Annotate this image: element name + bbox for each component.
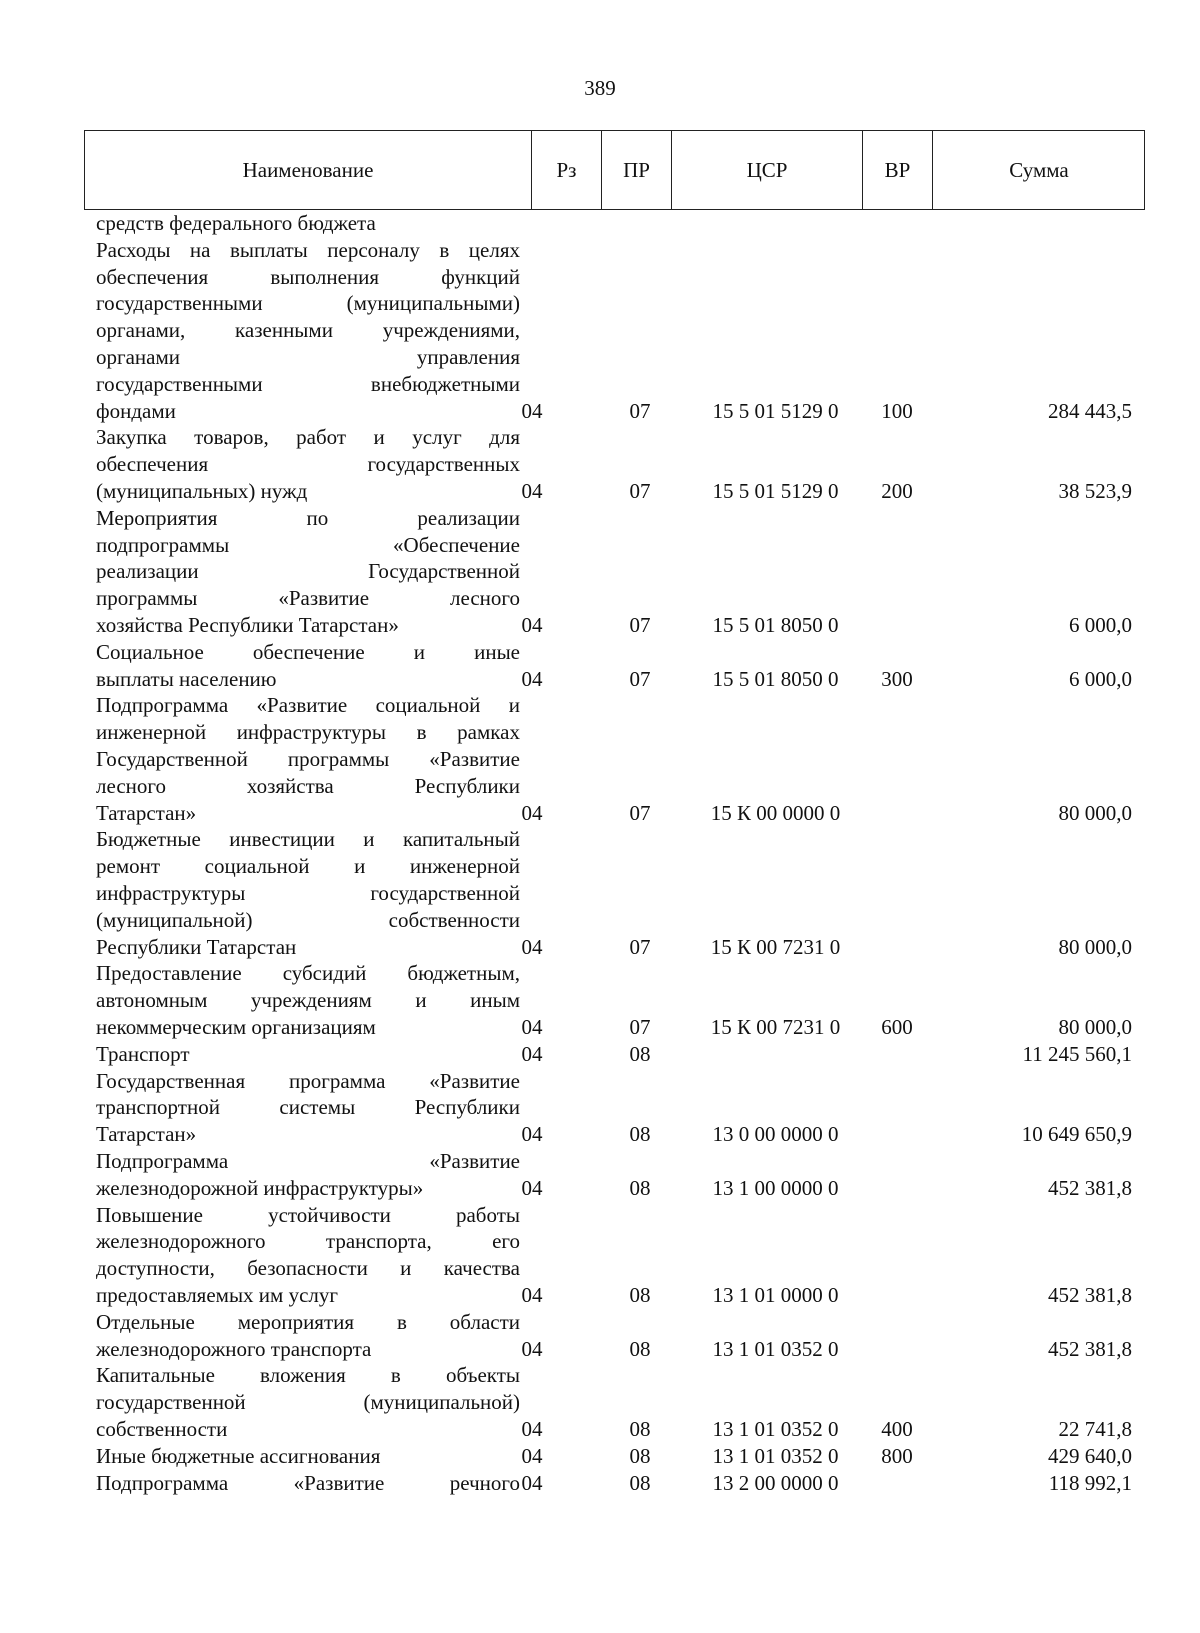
row-name-line: инфраструктуры государственной [96, 880, 520, 905]
row-name-line: Государственной программы «Развитие [96, 746, 520, 771]
row-name-line: автономным учреждениям и иным [96, 988, 520, 1013]
row-name [96, 505, 520, 639]
row-sum: 284 443,5 [1048, 398, 1132, 423]
row-name-line: Подпрограмма «Развитие [96, 1149, 520, 1173]
row-name-line: инженерной инфраструктуры в рамках [96, 720, 520, 745]
row-name-line: Капитальные вложения в объекты [96, 1363, 520, 1388]
row-sum: 6 000,0 [1069, 666, 1132, 691]
row-name-line: средств федерального бюджета [96, 211, 376, 235]
row-name-line: Татарстан» [96, 800, 197, 825]
row-vr: 400 [881, 1416, 913, 1441]
row-name [96, 1362, 520, 1442]
row-rz: 04 [521, 398, 543, 423]
row-vr: 100 [881, 398, 913, 423]
row-name-line: доступности, безопасности и качества [96, 1256, 520, 1281]
row-name-line: железнодорожного транспорта [96, 1336, 372, 1361]
row-sum: 452 381,8 [1048, 1175, 1132, 1200]
row-rz: 04 [521, 1175, 543, 1200]
row-name-line: реализации Государственной [96, 559, 520, 584]
row-csr: 13 1 01 0000 0 [712, 1282, 839, 1307]
row-sum: 80 000,0 [1058, 1014, 1132, 1039]
row-vr: 800 [881, 1443, 913, 1468]
row-csr: 15 К 00 7231 0 [710, 1014, 841, 1039]
row-name-line: железнодорожного транспорта, его [96, 1229, 520, 1254]
row-name-line: ремонт социальной и инженерной [96, 854, 520, 879]
row-pr: 07 [629, 398, 651, 423]
row-rz: 04 [521, 1122, 543, 1147]
row-csr: 13 1 00 0000 0 [712, 1175, 839, 1200]
row-name-line: государственной (муниципальной) [96, 1390, 520, 1415]
row-rz: 04 [521, 1443, 543, 1468]
row-name-line: подпрограммы «Обеспечение [96, 532, 520, 557]
row-name-line: Транспорт [96, 1041, 190, 1066]
row-rz: 04 [521, 1416, 543, 1441]
row-sum: 80 000,0 [1058, 800, 1132, 825]
column-header-vr: ВР [863, 131, 933, 209]
row-name-line: Расходы на выплаты персоналу в целях [96, 237, 520, 262]
row-sum: 452 381,8 [1048, 1282, 1132, 1307]
row-name-line: Закупка товаров, работ и услуг для [96, 425, 520, 450]
row-pr: 07 [629, 800, 651, 825]
row-vr: 600 [881, 1014, 913, 1039]
row-pr: 07 [629, 612, 651, 637]
column-header-rz: Рз [532, 131, 602, 209]
row-name-line: Республики Татарстан [96, 934, 297, 959]
row-rz: 04 [521, 478, 543, 503]
row-name-line: Подпрограмма «Развитие речного [96, 1470, 520, 1495]
row-sum: 80 000,0 [1058, 934, 1132, 959]
row-name-line: лесного хозяйства Республики [96, 773, 520, 798]
row-sum: 452 381,8 [1048, 1336, 1132, 1361]
row-csr: 13 1 01 0352 0 [712, 1443, 839, 1468]
row-pr: 08 [629, 1122, 651, 1147]
column-header-name: Наименование [85, 131, 532, 209]
row-name [96, 1309, 520, 1363]
row-name-line: государственными внебюджетными [96, 371, 520, 396]
row-sum: 429 640,0 [1048, 1443, 1132, 1468]
row-csr: 15 5 01 8050 0 [712, 612, 839, 637]
row-name-line: собственности [96, 1416, 228, 1441]
row-rz: 04 [521, 934, 543, 959]
row-pr: 07 [629, 1014, 651, 1039]
row-name-line: (муниципальной) собственности [96, 907, 520, 932]
row-rz: 04 [521, 800, 543, 825]
row-name-line: Социальное обеспечение и иные [96, 639, 520, 664]
row-rz: 04 [521, 1470, 543, 1495]
row-name-line: Предоставление субсидий бюджетным, [96, 961, 520, 986]
row-name-line: выплаты населению [96, 666, 277, 691]
row-name-line: фондами [96, 398, 176, 423]
row-rz: 04 [521, 666, 543, 691]
row-name [96, 237, 520, 425]
row-sum: 22 741,8 [1058, 1416, 1132, 1441]
row-name-line: железнодорожной инфраструктуры» [96, 1175, 424, 1200]
row-name [96, 1068, 520, 1148]
row-csr: 15 К 00 7231 0 [710, 934, 841, 959]
row-pr: 08 [629, 1041, 651, 1066]
row-name-line: Татарстан» [96, 1122, 197, 1147]
row-name-line: Повышение устойчивости работы [96, 1202, 520, 1227]
row-rz: 04 [521, 1014, 543, 1039]
row-pr: 07 [629, 666, 651, 691]
row-csr: 15 К 00 0000 0 [710, 800, 841, 825]
row-csr: 13 0 00 0000 0 [712, 1122, 839, 1147]
row-sum: 38 523,9 [1058, 478, 1132, 503]
table-header [84, 130, 1145, 210]
row-name-line: Иные бюджетные ассигнования [96, 1443, 381, 1468]
column-header-sum: Сумма [1009, 157, 1069, 182]
row-pr: 07 [629, 478, 651, 503]
row-sum: 11 245 560,1 [1022, 1041, 1132, 1066]
row-pr: 08 [629, 1175, 651, 1200]
row-rz: 04 [521, 1041, 543, 1066]
row-name [96, 1041, 520, 1068]
row-name-line: Мероприятия по реализации [96, 505, 520, 530]
row-sum: 6 000,0 [1069, 612, 1132, 637]
row-vr: 200 [881, 478, 913, 503]
row-name-line: органами управления [96, 344, 520, 369]
row-pr: 07 [629, 934, 651, 959]
row-name [96, 1470, 520, 1497]
column-header-pr: ПР [602, 131, 672, 209]
row-csr: 15 5 01 5129 0 [712, 398, 839, 423]
row-rz: 04 [521, 1282, 543, 1307]
column-header-csr: ЦСР [672, 131, 863, 209]
row-name [96, 692, 520, 826]
row-rz: 04 [521, 612, 543, 637]
row-name-line: Отдельные мероприятия в области [96, 1309, 520, 1334]
row-name-line: Подпрограмма «Развитие социальной и [96, 693, 520, 718]
row-csr: 13 1 01 0352 0 [712, 1336, 839, 1361]
row-name [96, 639, 520, 693]
row-name-line: предоставляемых им услуг [96, 1282, 339, 1307]
row-name-line: обеспечения выполнения функций [96, 264, 520, 289]
row-csr: 13 1 01 0352 0 [712, 1416, 839, 1441]
row-vr: 300 [881, 666, 913, 691]
row-name [96, 210, 520, 237]
row-name [96, 424, 520, 504]
row-name-line: обеспечения государственных [96, 452, 520, 477]
row-name [96, 960, 520, 1040]
row-name [96, 1202, 520, 1309]
row-name-line: органами, казенными учреждениями, [96, 318, 520, 343]
row-csr: 15 5 01 5129 0 [712, 478, 839, 503]
row-pr: 08 [629, 1282, 651, 1307]
row-pr: 08 [629, 1443, 651, 1468]
row-name-line: хозяйства Республики Татарстан» [96, 612, 399, 637]
row-name-line: транспортной системы Республики [96, 1095, 520, 1120]
row-name-line: некоммерческим организациям [96, 1014, 376, 1039]
row-name-line: Бюджетные инвестиции и капитальный [96, 827, 520, 852]
row-name [96, 826, 520, 960]
row-csr: 13 2 00 0000 0 [712, 1470, 839, 1495]
row-rz: 04 [521, 1336, 543, 1361]
row-name-line: программы «Развитие лесного [96, 586, 520, 611]
row-csr: 15 5 01 8050 0 [712, 666, 839, 691]
row-sum: 118 992,1 [1048, 1470, 1132, 1495]
row-pr: 08 [629, 1416, 651, 1441]
row-pr: 08 [629, 1336, 651, 1361]
row-name [96, 1443, 520, 1470]
row-name-line: государственными (муниципальными) [96, 291, 520, 316]
row-name-line: (муниципальных) нужд [96, 478, 308, 503]
page-number: 389 [584, 76, 616, 100]
row-pr: 08 [629, 1470, 651, 1495]
row-sum: 10 649 650,9 [1021, 1122, 1132, 1147]
row-name-line: Государственная программа «Развитие [96, 1068, 520, 1093]
row-name [96, 1148, 520, 1202]
